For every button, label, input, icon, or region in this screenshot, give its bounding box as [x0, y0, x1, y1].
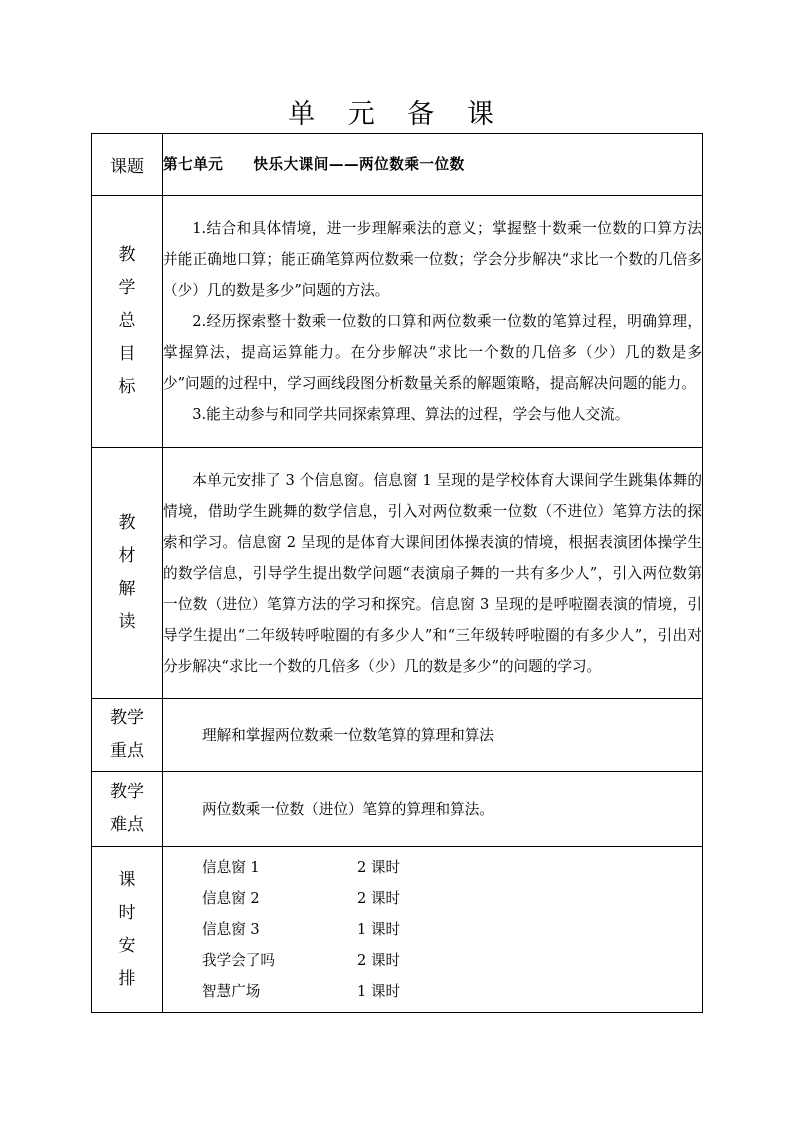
- lesson-hours: 2 课时: [357, 952, 401, 969]
- material-row: [92, 448, 703, 699]
- difficulties-row: [92, 772, 703, 847]
- lesson-hours: 1 课时: [357, 921, 401, 938]
- difficulties-content: [163, 772, 703, 847]
- topic-cell: [163, 134, 703, 196]
- goal-paragraph: 2.经历探索整十数乘一位数的口算和两位数乘一位数的笔算过程，明确算理，掌握算法，提高运算能力。在分步解决“求比一个数的几倍多（少）几的数是多少”问题的过程中，学习画线段图分析数量关系的解题策略，提高解决问题的能力。: [163, 313, 702, 392]
- topic-label-text: 课题: [110, 157, 144, 177]
- goals-label-char: 标: [118, 377, 136, 397]
- schedule-label-char: 安: [118, 935, 136, 956]
- difficulties-label-line: 教学: [110, 782, 144, 802]
- lesson-hours: 2 课时: [357, 859, 401, 876]
- material-content: [163, 448, 703, 699]
- material-label-char: 材: [118, 546, 136, 566]
- lesson-name: 信息窗 3: [202, 921, 260, 938]
- key-points-row: [92, 699, 703, 772]
- lesson-hours: 1 课时: [357, 983, 401, 1000]
- schedule-item: [172, 945, 702, 976]
- page-title: 单 元 备 课: [288, 99, 506, 130]
- topic-label: [92, 134, 163, 196]
- key-points-label-line: 教学: [110, 708, 144, 728]
- material-label-char: 教: [118, 513, 136, 533]
- schedule-content: [163, 847, 703, 1013]
- lesson-plan-table: [91, 133, 703, 1013]
- material-label-char: 解: [118, 579, 136, 599]
- key-points-label-line: 重点: [110, 741, 144, 761]
- goal-paragraph: 1.结合和具体情境，进一步理解乘法的意义；掌握整十数乘一位数的口算方法并能正确地口算；能正确笔算两位数乘一位数；学会分步解决“求比一个数的几倍多（少）几的数是多少”问题的方法。: [163, 220, 702, 299]
- lesson-name: 智慧广场: [202, 983, 261, 1000]
- lesson-hours: 2 课时: [357, 890, 401, 907]
- schedule-label-char: 课: [118, 869, 136, 890]
- schedule-item: [172, 883, 702, 914]
- topic-row: [92, 134, 703, 196]
- goals-label-char: 学: [118, 278, 136, 298]
- material-paragraph: 本单元安排了 3 个信息窗。信息窗 1 呈现的是学校体育大课间学生跳集体舞的情境，借助学生跳舞的数学信息，引入对两位数乘一位数（不进位）笔算方法的探索和学习。信息窗 2 呈现的是体育大课间团体操表演的情境，根据表演团体操学生的数学信息，引导学生提出数学问题“表演扇子舞的一共有多少人”，引入两位数第一位数（进位）笔算方法的学习和探究。信息窗 3 呈现的是呼啦圈表演的情境，引导学生提出“二年级转呼啦圈的有多少人”和“三年级转呼啦圈的有多少人”，引出对分步解决“求比一个数的几倍多（少）几的数是多少”的问题的学习。: [163, 471, 702, 675]
- key-points-text: 理解和掌握两位数乘一位数笔算的算理和算法: [202, 726, 494, 744]
- material-label-char: 读: [118, 612, 136, 632]
- goal-paragraph: 3.能主动参与和同学共同探索算理、算法的过程，学会与他人交流。: [192, 406, 630, 423]
- goals-row: [92, 196, 703, 448]
- schedule-label-char: 时: [118, 902, 136, 923]
- schedule-item: [172, 976, 702, 1007]
- key-points-content: [163, 699, 703, 772]
- schedule-label-char: 排: [118, 968, 136, 989]
- goals-label-char: 目: [118, 344, 136, 364]
- goals-content: [163, 196, 703, 448]
- lesson-name: 我学会了吗: [202, 952, 275, 969]
- schedule-row: [92, 847, 703, 1013]
- schedule-item: [172, 852, 702, 883]
- schedule-label: [92, 847, 163, 1013]
- lesson-name: 信息窗 2: [202, 890, 260, 907]
- key-points-label: [92, 699, 163, 772]
- goals-label-char: 总: [118, 311, 136, 331]
- difficulties-label-line: 难点: [110, 815, 144, 835]
- lesson-name: 信息窗 1: [202, 859, 260, 876]
- goals-label-char: 教: [118, 245, 136, 265]
- difficulties-text: 两位数乘一位数（进位）笔算的算理和算法。: [202, 800, 494, 818]
- schedule-item: [172, 914, 702, 945]
- unit-number: 第七单元: [163, 156, 224, 173]
- unit-name: 快乐大课间——两位数乘一位数: [253, 156, 465, 173]
- material-label: [92, 448, 163, 699]
- difficulties-label: [92, 772, 163, 847]
- goals-label: [92, 196, 163, 448]
